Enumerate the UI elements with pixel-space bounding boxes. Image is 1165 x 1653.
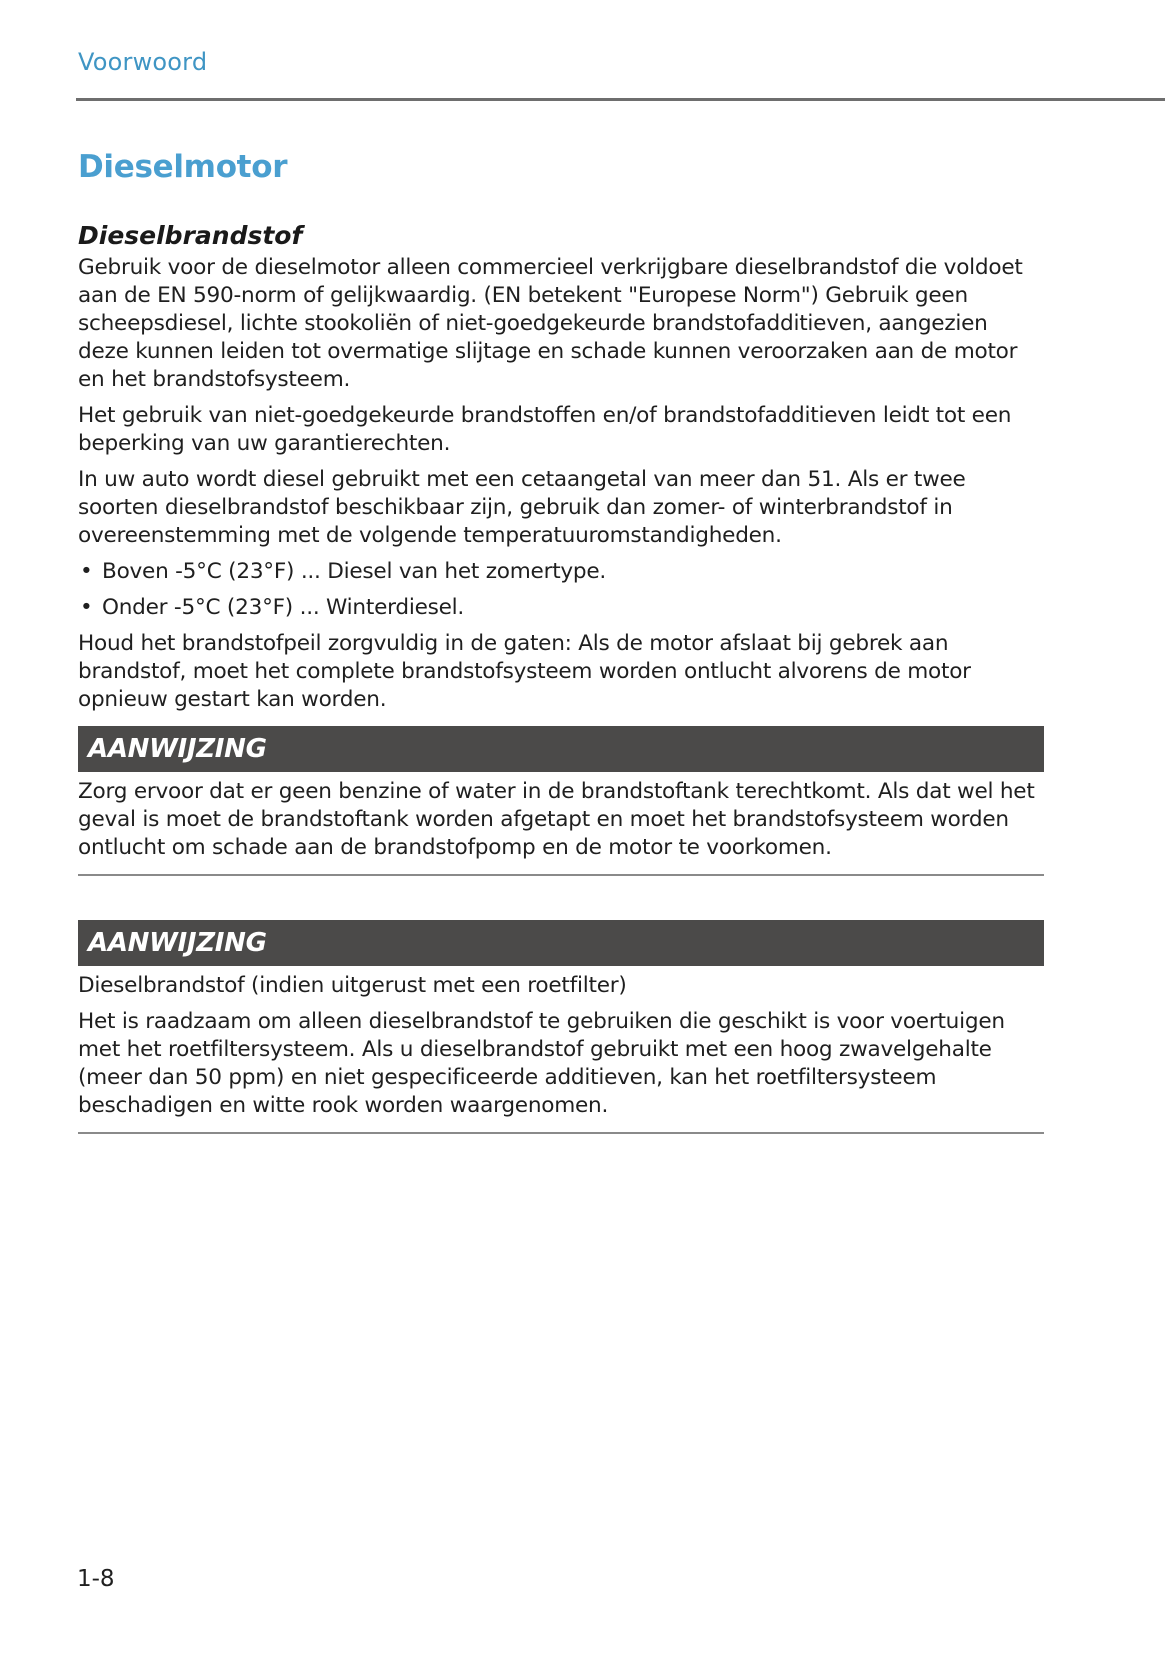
notice-divider <box>78 874 1044 876</box>
section-title: Dieselmotor <box>78 149 288 185</box>
temperature-list <box>78 558 1044 622</box>
list-item <box>78 594 1044 622</box>
notice-divider <box>78 1132 1044 1134</box>
notice-heading: AANWIJZING <box>78 920 1044 966</box>
notice-heading: AANWIJZING <box>78 726 1044 772</box>
subsection-title: Dieselbrandstof <box>78 221 303 250</box>
notice-box <box>78 726 1044 876</box>
notice-box <box>78 920 1044 1134</box>
bullet-icon: • <box>80 559 93 584</box>
list-item <box>78 558 1044 586</box>
bullet-icon: • <box>80 595 93 620</box>
running-header: Voorwoord <box>78 48 208 76</box>
paragraph: In uw auto wordt diesel gebruikt met een cetaangetal van meer dan 51. Als er twee soorten dieselbrandstof beschikbaar zijn, gebruik dan zomer- of winterbrandstof in overeenstemming met de volgende temperatuuromstandigheden. <box>78 467 966 548</box>
list-item-text: Onder -5°C (23°F) ... Winterdiesel. <box>102 595 465 620</box>
paragraph: Gebruik voor de dieselmotor alleen commercieel verkrijgbare dieselbrandstof die voldoet aan de EN 590-norm of gelijkwaardig. (EN betekent "Europese Norm") Gebruik geen scheepsdiesel, lichte stookoliën of niet-goedgekeurde brandstofadditieven, aangezien deze kunnen leiden tot overmatige slijtage en schade kunnen veroorzaken aan de motor en het brandstofsysteem. <box>78 255 1023 392</box>
notice-text: Het is raadzaam om alleen dieselbrandstof te gebruiken die geschikt is voor voertuigen met het roetfiltersysteem. Als u dieselbrandstof gebruikt met een hoog zwavelgehalte (meer dan 50 ppm) en niet gespecificeerde additieven, kan het roetfiltersysteem beschadigen en witte rook worden waargenomen. <box>78 1009 1005 1118</box>
header-divider <box>76 98 1165 101</box>
notice-text: Dieselbrandstof (indien uitgerust met een roetfilter) <box>78 973 627 998</box>
list-item-text: Boven -5°C (23°F) ... Diesel van het zomertype. <box>102 559 607 584</box>
paragraph: Houd het brandstofpeil zorgvuldig in de gaten: Als de motor afslaat bij gebrek aan brandstof, moet het complete brandstofsysteem worden ontlucht alvorens de motor opnieuw gestart kan worden. <box>78 631 971 712</box>
page-content <box>78 146 1044 1134</box>
notice-text: Zorg ervoor dat er geen benzine of water in de brandstoftank terechtkomt. Als dat wel het geval is moet de brandstoftank worden afgetapt en moet het brandstofsysteem worden ontlucht om schade aan de brandstofpomp en de motor te voorkomen. <box>78 779 1035 860</box>
page-number: 1-8 <box>77 1566 115 1592</box>
paragraph: Het gebruik van niet-goedgekeurde brandstoffen en/of brandstofadditieven leidt tot een beperking van uw garantierechten. <box>78 403 1012 456</box>
